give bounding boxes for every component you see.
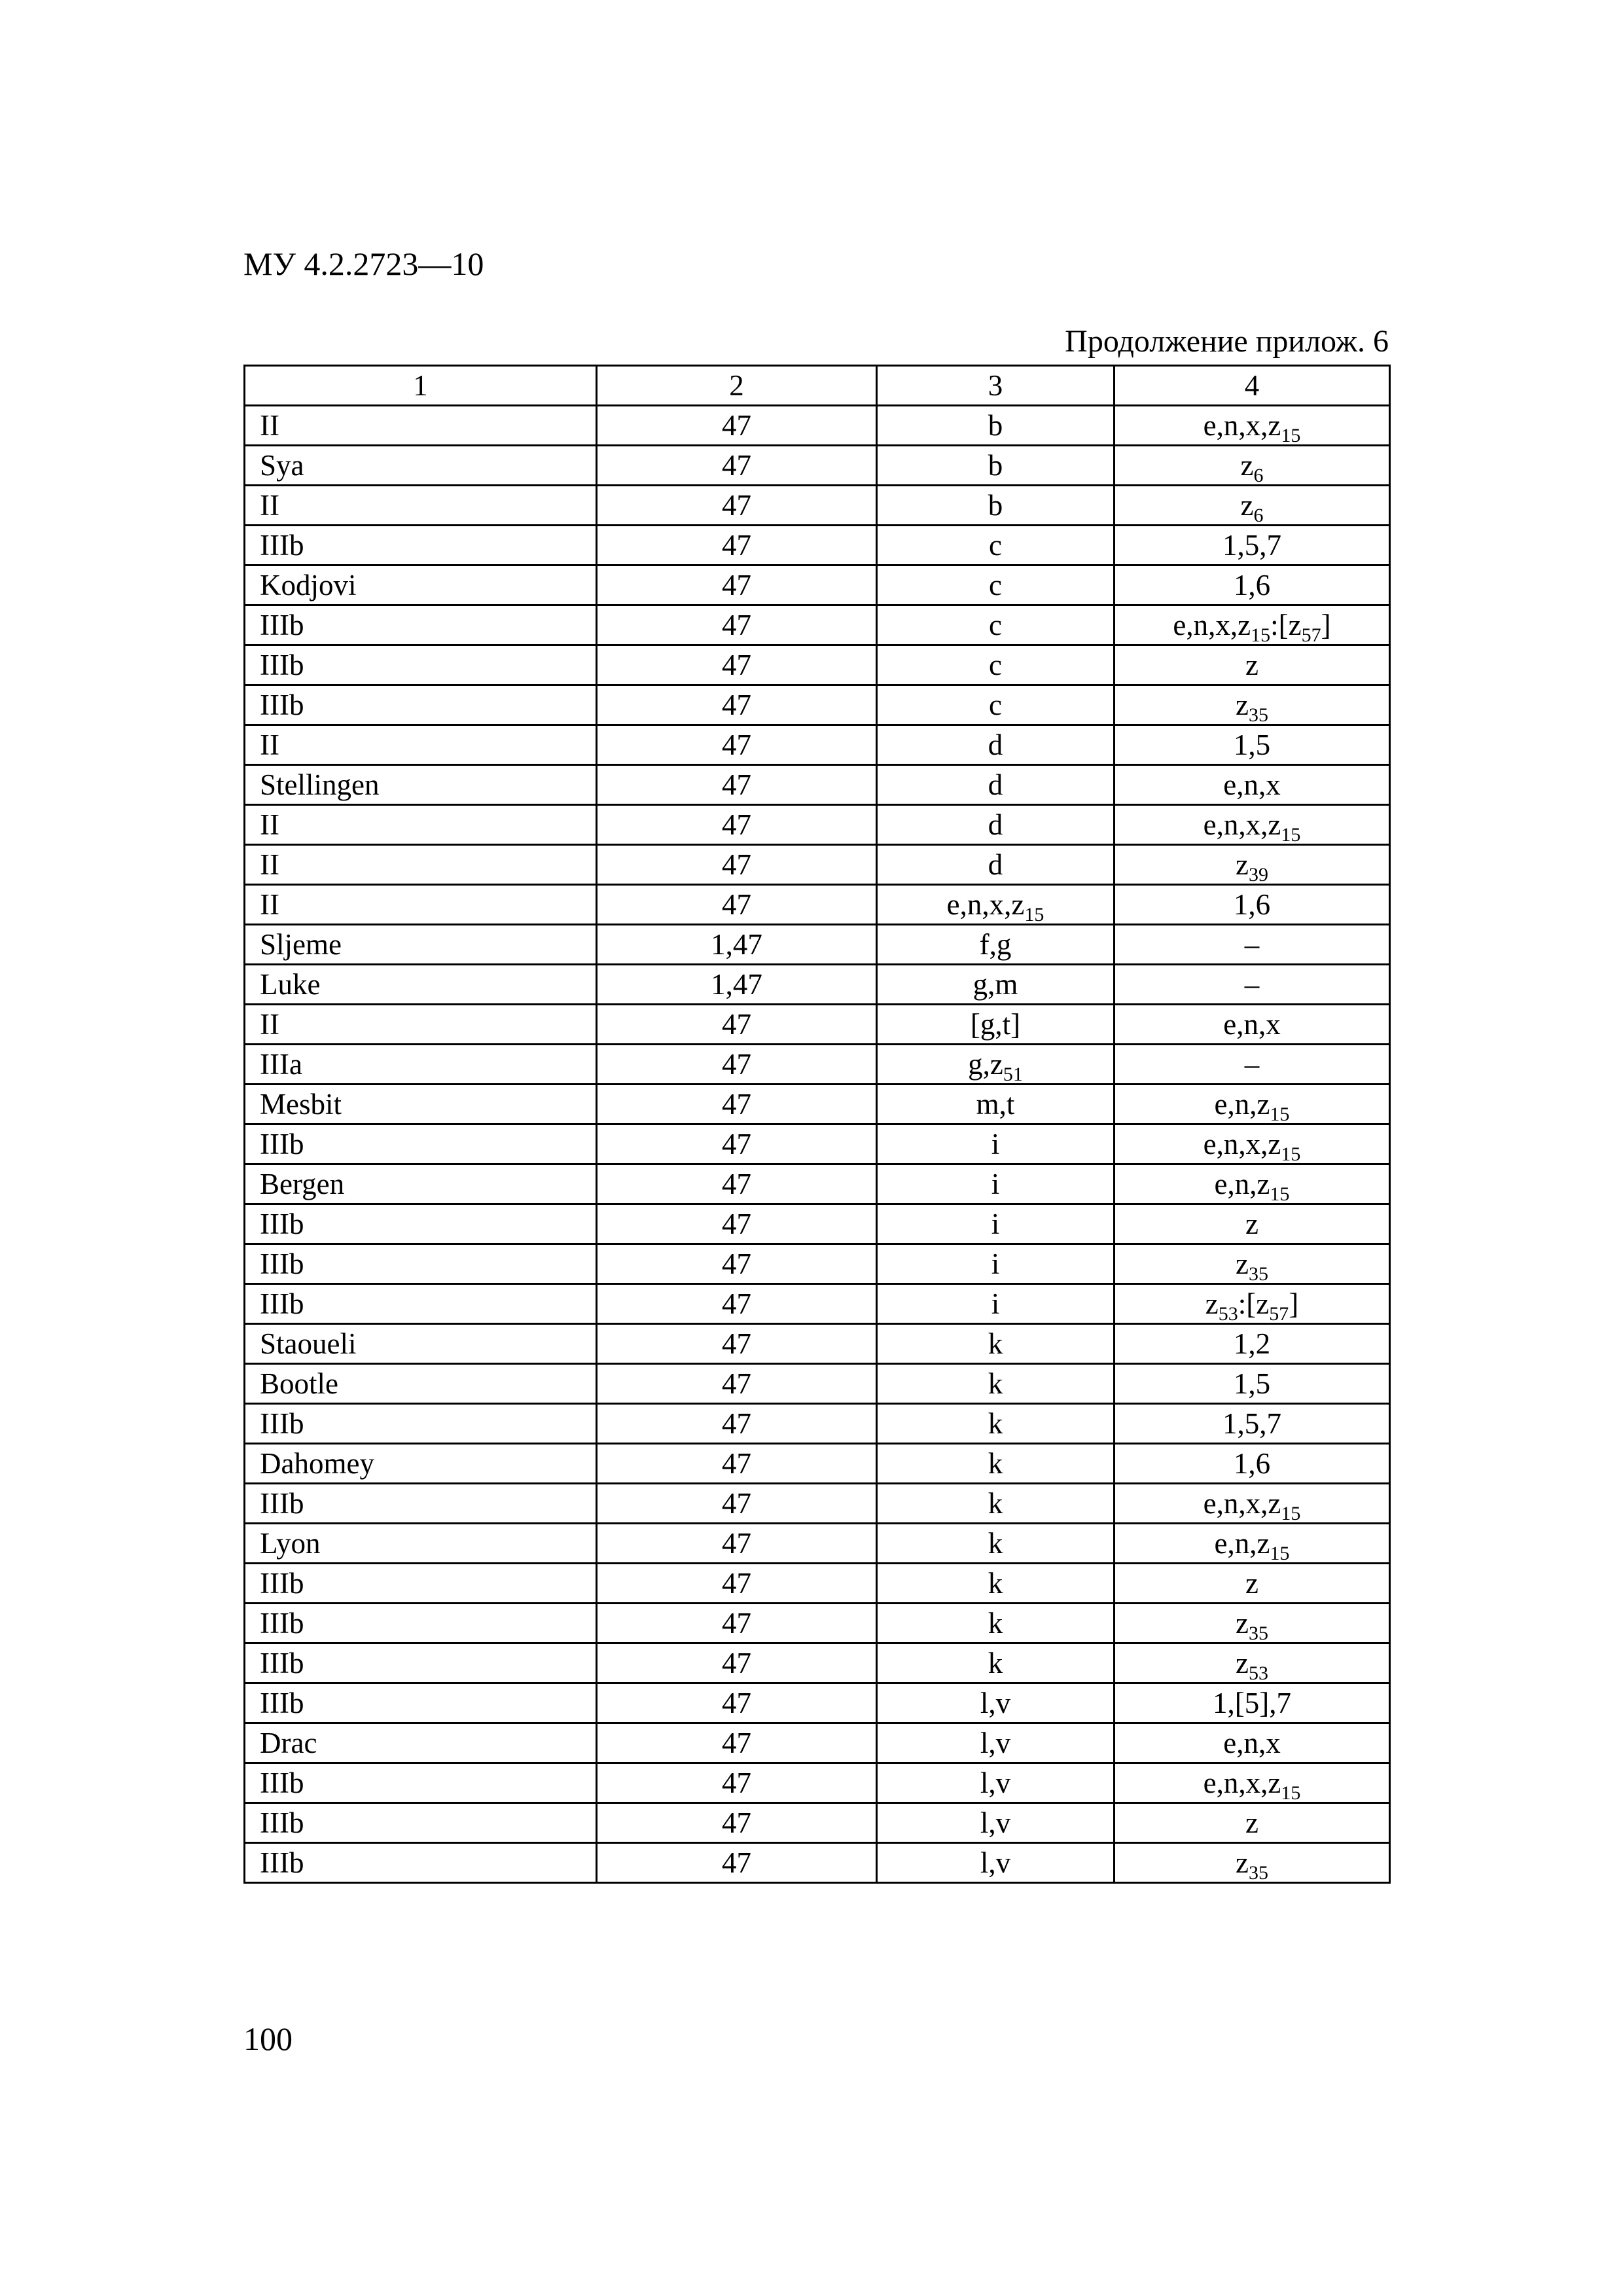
table-row — [245, 725, 1390, 765]
table-cell-col3: c — [877, 605, 1115, 645]
table-cell-col1: II — [245, 406, 597, 446]
table-cell-col2: 1,47 — [597, 965, 877, 1005]
table-cell-col4: $z_{53}:[z_{57}]$ — [1115, 1284, 1390, 1324]
table-cell-col1: II — [245, 1005, 597, 1045]
table-cell-col3: l,v — [877, 1843, 1115, 1883]
table-cell-col3: d — [877, 805, 1115, 845]
table-row — [245, 845, 1390, 885]
table-row — [245, 965, 1390, 1005]
table-cell-col1: Sljeme — [245, 925, 597, 965]
table-cell-col3: k — [877, 1444, 1115, 1484]
table-cell-col2: 47 — [597, 725, 877, 765]
column-header: 3 — [877, 366, 1115, 406]
table-cell-col2: 47 — [597, 1524, 877, 1564]
table-cell-col3: k — [877, 1404, 1115, 1444]
table-row — [245, 1364, 1390, 1404]
table-cell-col2: 47 — [597, 1683, 877, 1723]
table-cell-col2: 47 — [597, 486, 877, 526]
table-cell-col2: 47 — [597, 1763, 877, 1803]
table-cell-col4: $z_{35}$ — [1115, 1843, 1390, 1883]
table-cell-col1: IIIb — [245, 1484, 597, 1524]
table-cell-col2: 47 — [597, 685, 877, 725]
column-header: 2 — [597, 366, 877, 406]
table-body — [245, 406, 1390, 1883]
table-cell-col2: 47 — [597, 845, 877, 885]
table-cell-col3: $g,z_{51}$ — [877, 1045, 1115, 1085]
table-cell-col4: $z_{35}$ — [1115, 1244, 1390, 1284]
table-cell-col3: i — [877, 1204, 1115, 1244]
page-number: 100 — [243, 2020, 293, 2057]
table-cell-col3: c — [877, 565, 1115, 605]
table-cell-col3: i — [877, 1284, 1115, 1324]
table-cell-col2: 47 — [597, 1204, 877, 1244]
table-cell-col4: $e,n,x,z_{15}$ — [1115, 1484, 1390, 1524]
table-row — [245, 1843, 1390, 1883]
table-cell-col1: Bergen — [245, 1164, 597, 1204]
table-cell-col4: e,n,x — [1115, 1005, 1390, 1045]
table-cell-col2: 47 — [597, 1404, 877, 1444]
table-cell-col4: $e,n,x,z_{15}$ — [1115, 1763, 1390, 1803]
table-row — [245, 1484, 1390, 1524]
table-row — [245, 645, 1390, 685]
table-cell-col4: 1,[5],7 — [1115, 1683, 1390, 1723]
table-row — [245, 765, 1390, 805]
table-row — [245, 1763, 1390, 1803]
table-cell-col2: 47 — [597, 1045, 877, 1085]
table-cell-col1: II — [245, 845, 597, 885]
table-cell-col4: $e,n,z_{15}$ — [1115, 1164, 1390, 1204]
table-cell-col1: IIIb — [245, 1604, 597, 1643]
column-header: 4 — [1115, 366, 1390, 406]
table-cell-col4: e,n,x — [1115, 1723, 1390, 1763]
table-cell-col2: 47 — [597, 1085, 877, 1124]
table-cell-col1: IIIb — [245, 1683, 597, 1723]
table-cell-col2: 47 — [597, 1643, 877, 1683]
table-cell-col2: 47 — [597, 1444, 877, 1484]
table-row — [245, 1204, 1390, 1244]
table-cell-col4: $z_6$ — [1115, 446, 1390, 486]
table-row — [245, 1564, 1390, 1604]
table-cell-col2: 47 — [597, 1284, 877, 1324]
table-cell-col4: 1,5,7 — [1115, 526, 1390, 565]
table-cell-col2: 47 — [597, 1124, 877, 1164]
table-row — [245, 1404, 1390, 1444]
table-cell-col2: 47 — [597, 645, 877, 685]
table-row — [245, 1803, 1390, 1843]
table-cell-col4: $z_{35}$ — [1115, 1604, 1390, 1643]
table-cell-col4: 1,6 — [1115, 565, 1390, 605]
table-cell-col4: 1,2 — [1115, 1324, 1390, 1364]
table-cell-col4: $e,n,x,z_{15}$ — [1115, 406, 1390, 446]
table-cell-col4: z — [1115, 645, 1390, 685]
table-cell-col3: b — [877, 446, 1115, 486]
table-cell-col2: 47 — [597, 565, 877, 605]
table-row — [245, 925, 1390, 965]
table-cell-col1: II — [245, 725, 597, 765]
table-cell-col1: IIIb — [245, 685, 597, 725]
data-table — [243, 365, 1391, 1884]
table-cell-col4: – — [1115, 965, 1390, 1005]
table-cell-col4: $z_6$ — [1115, 486, 1390, 526]
table-cell-col2: 47 — [597, 526, 877, 565]
table-cell-col3: i — [877, 1124, 1115, 1164]
table-cell-col1: IIIb — [245, 1564, 597, 1604]
table-cell-col4: $e,n,x,z_{15}$ — [1115, 1124, 1390, 1164]
table-cell-col4: 1,5 — [1115, 725, 1390, 765]
table-cell-col3: d — [877, 725, 1115, 765]
table-cell-col1: Sya — [245, 446, 597, 486]
table-cell-col3: k — [877, 1364, 1115, 1404]
table-cell-col2: 47 — [597, 1723, 877, 1763]
table-cell-col4: $z_{39}$ — [1115, 845, 1390, 885]
table-cell-col4: e,n,x — [1115, 765, 1390, 805]
table-cell-col2: 47 — [597, 1604, 877, 1643]
table-cell-col1: IIIb — [245, 645, 597, 685]
table-cell-col1: IIIb — [245, 1763, 597, 1803]
table-cell-col3: f,g — [877, 925, 1115, 965]
table-row — [245, 1444, 1390, 1484]
table-cell-col1: IIIa — [245, 1045, 597, 1085]
table-row — [245, 486, 1390, 526]
table-cell-col1: IIIb — [245, 1404, 597, 1444]
table-row — [245, 1683, 1390, 1723]
table-cell-col1: IIIb — [245, 1803, 597, 1843]
table-cell-col2: 47 — [597, 1005, 877, 1045]
table-row — [245, 1324, 1390, 1364]
table-row — [245, 526, 1390, 565]
table-cell-col4: – — [1115, 925, 1390, 965]
table-cell-col1: IIIb — [245, 1284, 597, 1324]
table-cell-col4: $e,n,z_{15}$ — [1115, 1524, 1390, 1564]
table-cell-col2: 47 — [597, 805, 877, 845]
table-row — [245, 1045, 1390, 1085]
table-cell-col3: m,t — [877, 1085, 1115, 1124]
table-cell-col4: z — [1115, 1803, 1390, 1843]
table-cell-col4: $z_{35}$ — [1115, 685, 1390, 725]
table-cell-col2: 47 — [597, 1564, 877, 1604]
table-cell-col2: 47 — [597, 1324, 877, 1364]
table-cell-col2: 47 — [597, 1364, 877, 1404]
table-cell-col3: l,v — [877, 1683, 1115, 1723]
table-cell-col1: II — [245, 805, 597, 845]
table-cell-col4: $z_{53}$ — [1115, 1643, 1390, 1683]
table-row — [245, 565, 1390, 605]
table-row — [245, 685, 1390, 725]
table-row — [245, 1524, 1390, 1564]
table-cell-col1: Stellingen — [245, 765, 597, 805]
table-cell-col1: II — [245, 486, 597, 526]
table-row — [245, 605, 1390, 645]
table-cell-col1: II — [245, 885, 597, 925]
continuation-label: Продолжение прилож. 6 — [1065, 324, 1389, 359]
table-cell-col2: 47 — [597, 1803, 877, 1843]
table-cell-col4: $e,n,z_{15}$ — [1115, 1085, 1390, 1124]
table-header-row — [245, 366, 1390, 406]
table-cell-col3: c — [877, 526, 1115, 565]
table-cell-col2: 47 — [597, 885, 877, 925]
table-cell-col3: l,v — [877, 1803, 1115, 1843]
table-cell-col3: k — [877, 1564, 1115, 1604]
table-cell-col4: $e,n,x,z_{15}$ — [1115, 805, 1390, 845]
table-cell-col1: Staoueli — [245, 1324, 597, 1364]
table-cell-col1: IIIb — [245, 605, 597, 645]
table-cell-col2: 47 — [597, 605, 877, 645]
table-cell-col2: 47 — [597, 1484, 877, 1524]
table-cell-col2: 47 — [597, 1164, 877, 1204]
column-header: 1 — [245, 366, 597, 406]
table-cell-col4: $e,n,x,z_{15}:[z_{57}]$ — [1115, 605, 1390, 645]
table-cell-col1: IIIb — [245, 1124, 597, 1164]
table-row — [245, 1164, 1390, 1204]
table-cell-col2: 47 — [597, 1244, 877, 1284]
table-cell-col3: l,v — [877, 1723, 1115, 1763]
table-cell-col3: k — [877, 1643, 1115, 1683]
table-cell-col3: [g,t] — [877, 1005, 1115, 1045]
table-cell-col3: k — [877, 1324, 1115, 1364]
table-cell-col4: 1,6 — [1115, 885, 1390, 925]
table-cell-col3: b — [877, 406, 1115, 446]
table-row — [245, 406, 1390, 446]
table-cell-col1: IIIb — [245, 1244, 597, 1284]
table-cell-col3: d — [877, 765, 1115, 805]
table-cell-col4: – — [1115, 1045, 1390, 1085]
table-cell-col1: IIIb — [245, 1643, 597, 1683]
table-row — [245, 805, 1390, 845]
table-row — [245, 1085, 1390, 1124]
table-cell-col2: 47 — [597, 1843, 877, 1883]
table-cell-col3: c — [877, 645, 1115, 685]
table-row — [245, 1723, 1390, 1763]
table-row — [245, 1604, 1390, 1643]
table-cell-col4: 1,5,7 — [1115, 1404, 1390, 1444]
table-row — [245, 1284, 1390, 1324]
table-cell-col4: z — [1115, 1564, 1390, 1604]
table-cell-col3: k — [877, 1484, 1115, 1524]
table-row — [245, 1124, 1390, 1164]
table-cell-col3: k — [877, 1524, 1115, 1564]
table-cell-col4: z — [1115, 1204, 1390, 1244]
table-cell-col1: Drac — [245, 1723, 597, 1763]
table-cell-col3: l,v — [877, 1763, 1115, 1803]
table-row — [245, 1643, 1390, 1683]
table-cell-col4: 1,5 — [1115, 1364, 1390, 1404]
table-row — [245, 446, 1390, 486]
table-cell-col1: IIIb — [245, 1843, 597, 1883]
table-cell-col1: Dahomey — [245, 1444, 597, 1484]
table-cell-col3: d — [877, 845, 1115, 885]
table-cell-col2: 47 — [597, 446, 877, 486]
table-cell-col4: 1,6 — [1115, 1444, 1390, 1484]
table-cell-col1: Mesbit — [245, 1085, 597, 1124]
table-cell-col1: IIIb — [245, 526, 597, 565]
table-row — [245, 1005, 1390, 1045]
document-id: МУ 4.2.2723—10 — [243, 245, 484, 282]
table-row — [245, 885, 1390, 925]
table-cell-col3: $e,n,x,z_{15}$ — [877, 885, 1115, 925]
table-cell-col3: i — [877, 1164, 1115, 1204]
table-cell-col3: c — [877, 685, 1115, 725]
table-cell-col1: Luke — [245, 965, 597, 1005]
table-cell-col3: i — [877, 1244, 1115, 1284]
table-cell-col1: IIIb — [245, 1204, 597, 1244]
table-cell-col1: Lyon — [245, 1524, 597, 1564]
table-cell-col1: Kodjovi — [245, 565, 597, 605]
table-cell-col3: k — [877, 1604, 1115, 1643]
table-row — [245, 1244, 1390, 1284]
table-cell-col2: 1,47 — [597, 925, 877, 965]
table-cell-col3: g,m — [877, 965, 1115, 1005]
table-cell-col3: b — [877, 486, 1115, 526]
table-cell-col2: 47 — [597, 765, 877, 805]
table-cell-col2: 47 — [597, 406, 877, 446]
table-cell-col1: Bootle — [245, 1364, 597, 1404]
